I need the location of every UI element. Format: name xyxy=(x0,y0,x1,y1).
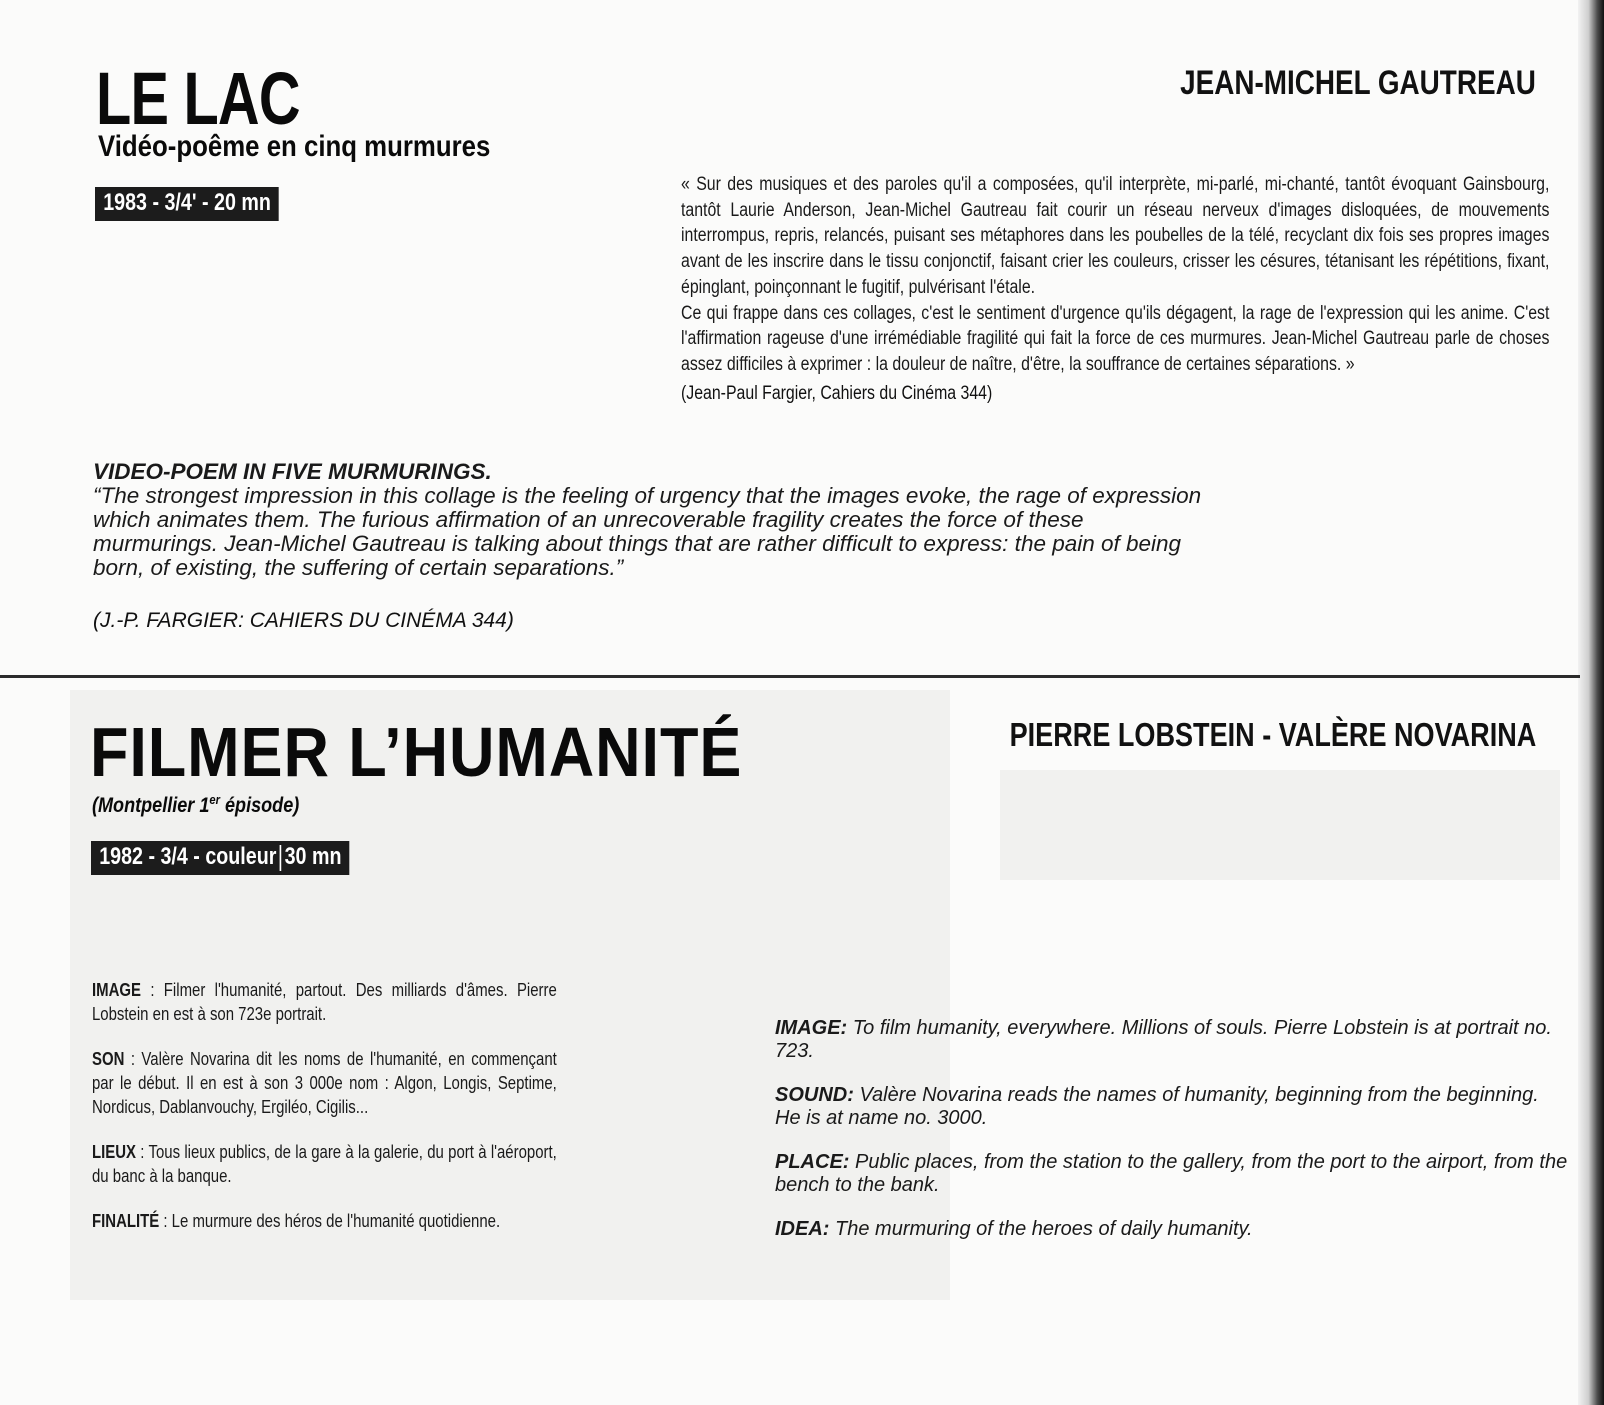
filmer-en-item xyxy=(775,1218,1575,1241)
filmer-en-item xyxy=(775,1017,1575,1062)
filmer-en-item xyxy=(775,1151,1575,1196)
filmer-subtitle-sup: er xyxy=(209,792,220,807)
lac-french-citation: (Jean-Paul Fargier, Cahiers du Cinéma 344) xyxy=(681,383,993,404)
filmer-en-text: Valère Novarina reads the names of humanity, beginning from the beginning. xyxy=(853,1084,1539,1106)
filmer-fr-text: : Tous lieux publics, de la gare à la galerie, du port à l'aéroport, du banc à la banque. xyxy=(92,1142,557,1186)
filmer-fr-item xyxy=(92,1209,557,1233)
filmer-title: FILMER L’HUMANITÉ xyxy=(90,713,743,791)
filmer-tag-part1: 1982 - 3/4 - couleur xyxy=(99,843,277,870)
filmer-fr-item xyxy=(92,1140,557,1188)
filmer-en-text: Public places, from the station to the gallery, from the port to the airport, from the bench to the bank. xyxy=(775,1151,1568,1196)
filmer-en-label: PLACE: xyxy=(775,1151,850,1173)
filmer-fr-item xyxy=(92,1047,557,1119)
lac-english-heading: VIDEO-POEM IN FIVE MURMURINGS. xyxy=(93,459,492,484)
filmer-en-text-line2: He is at name no. 3000. xyxy=(775,1106,988,1129)
filmer-fr-label: IMAGE xyxy=(92,980,141,1000)
filmer-subtitle-end: épisode) xyxy=(219,794,300,817)
filmer-fr-item xyxy=(92,978,557,1026)
filmer-authors: PIERRE LOBSTEIN - VALÈRE NOVARINA xyxy=(1009,716,1536,753)
filmer-fr-text: : Valère Novarina dit les noms de l'humanité, en commençant par le début. Il en est à son 3 000e nom : Algon, Longis, Septime, Nordicus, Dablanvouchy, Ergiléo, Cigilis... xyxy=(92,1049,557,1117)
lac-title: LE LAC xyxy=(96,57,300,140)
lac-french-paragraph-2: Ce qui frappe dans ces collages, c'est le sentiment d'urgence qu'ils dégagent, la rage de l'expression qui les anime. C'est l'affirmation rageuse d'une irrémédiable fragilité qui fait la force de ces murmures. Jean-Michel Gautreau parle de choses assez difficiles à exprimer : la douleur de naître, d'être, la souffrance de certaines séparations. » xyxy=(681,302,1550,375)
lac-author: JEAN-MICHEL GAUTREAU xyxy=(1180,64,1536,102)
lac-subtitle: Vidéo-poême en cinq murmures xyxy=(98,130,491,163)
lac-french-paragraph-1: « Sur des musiques et des paroles qu'il a composées, qu'il interprète, mi-parlé, mi-chanté, tantôt évoquant Gainsbourg, tantôt Laurie Anderson, Jean-Michel Gautreau fait courir un réseau nerveux d'images disloquées, de mouvements interrompus, repris, relancés, puisant ses métaphores dans les poubelles de la télé, recyclant dix fois ses propres images avant de les inscrire dans le tissu conjonctif, faisant crier les couleurs, crisser les césures, tétanisant les répétitions, fixant, épinglant, poinçonnant le fugitif, pulvérisant l'étale. xyxy=(681,174,1550,298)
lac-english-quote: “The strongest impression in this collage is the feeling of urgency that the images evoke, the rage of expression which animates them. The furious affirmation of an unrecoverable fragility creates the force of these murmurings. Jean-Michel Gautreau is talking about things that are rather difficult to express: the pain of being born, of existing, the suffering of certain separations.” xyxy=(93,483,1202,580)
filmer-fr-label: FINALITÉ xyxy=(92,1211,160,1231)
filmer-fr-text: : Filmer l'humanité, partout. Des milliards d'âmes. Pierre Lobstein en est à son 723e portrait. xyxy=(92,980,557,1024)
filmer-french-notes xyxy=(92,978,557,1254)
filmer-en-item xyxy=(775,1084,1575,1129)
page-edge-shadow xyxy=(1578,0,1604,1405)
filmer-english-notes xyxy=(775,1017,1575,1263)
filmer-en-label: IDEA: xyxy=(775,1218,830,1240)
filmer-subtitle xyxy=(92,792,299,818)
filmer-en-text: To film humanity, everywhere. Millions of souls. Pierre Lobstein is at portrait no. 723. xyxy=(775,1017,1552,1062)
filmer-en-label: IMAGE: xyxy=(775,1017,848,1039)
filmer-fr-text: : Le murmure des héros de l'humanité quotidienne. xyxy=(159,1211,501,1231)
lac-english-text xyxy=(93,460,1213,580)
filmer-en-label: SOUND: xyxy=(775,1084,854,1106)
filmer-tag-part2: 30 mn xyxy=(284,843,342,870)
filmer-en-text: The murmuring of the heroes of daily humanity. xyxy=(829,1218,1253,1240)
filmer-tech-tag xyxy=(91,841,350,875)
section-divider xyxy=(0,675,1580,678)
filmer-fr-label: SON xyxy=(92,1049,125,1069)
lac-french-text xyxy=(681,172,1549,378)
tag-separator xyxy=(280,845,282,871)
lac-english-citation: (J.-P. FARGIER: CAHIERS DU CINÉMA 344) xyxy=(93,609,514,632)
show-through-shade xyxy=(1000,770,1560,880)
lac-tech-tag: 1983 - 3/4' - 20 mn xyxy=(95,187,279,221)
filmer-subtitle-main: (Montpellier 1 xyxy=(92,794,210,817)
filmer-fr-label: LIEUX xyxy=(92,1142,137,1162)
